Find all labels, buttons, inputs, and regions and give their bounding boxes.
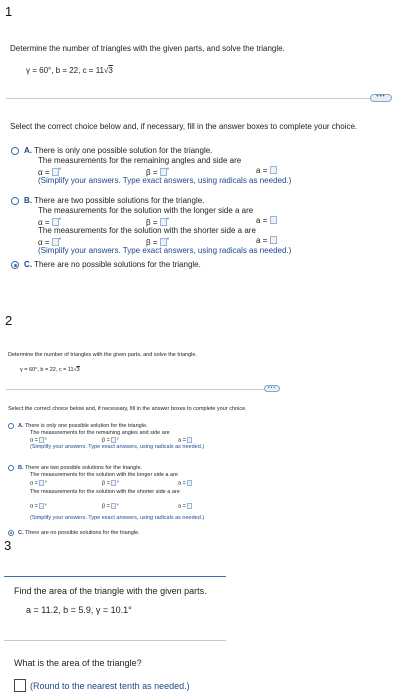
option-b-sub-longer: The measurements for the solution with the longer side a are [30,472,178,478]
beta-input[interactable] [111,503,116,509]
option-b-text[interactable]: B. There are two possible solutions for the triangle. [18,465,143,471]
option-b-shorter-beta: β = ° [102,503,119,510]
option-b-longer-side: a = [256,216,277,226]
option-a-text[interactable]: A. There is only one possible solution for the triangle. [24,146,213,155]
problem-1-select-instruction: Select the correct choice below and, if necessary, fill in the answer boxes to complete your choice. [10,122,358,131]
alpha-input[interactable] [52,238,59,246]
option-a-radio[interactable] [11,147,19,155]
divider [6,389,264,390]
option-b-sub-longer: The measurements for the solution with the longer side a are [38,206,254,215]
problem-number-1: 1 [5,4,13,19]
side-a-input[interactable] [187,437,192,443]
beta-input[interactable] [160,218,167,226]
option-b-text[interactable]: B. There are two possible solutions for the triangle. [24,196,205,205]
option-a-beta: β = ° [102,437,119,444]
divider [4,640,226,641]
option-b-simplify: (Simplify your answers. Type exact answers, using radicals as needed.) [30,515,205,521]
beta-input[interactable] [160,238,167,246]
option-b-shorter-alpha: α = ° [30,503,47,510]
option-b-longer-alpha: α = ° [30,480,47,487]
problem-2-given: γ = 60°, b = 22, c = 11√3 [20,367,80,373]
option-c-text[interactable]: C. There are no possible solutions for the triangle. [18,530,140,536]
option-a-simplify: (Simplify your answers. Type exact answers, using radicals as needed.) [38,176,292,185]
problem-2-select-instruction: Select the correct choice below and, if necessary, fill in the answer boxes to complete your choice. [8,406,247,412]
option-b-shorter-side: a = [256,236,277,246]
more-options-button[interactable]: ••• [370,94,392,102]
option-a-simplify: (Simplify your answers. Type exact answers, using radicals as needed.) [30,444,205,450]
option-a-text[interactable]: A. There is only one possible solution for the triangle. [18,423,148,429]
option-a-alpha: α = ° [38,168,62,177]
option-c-text[interactable]: C. There are no possible solutions for the triangle. [24,260,201,269]
option-b-shorter-side: a = [178,503,192,511]
problem-3-given: a = 11.2, b = 5.9, γ = 10.1° [26,605,132,615]
problem-1-instruction: Determine the number of triangles with the given parts, and solve the triangle. [10,44,285,53]
side-a-input[interactable] [270,166,277,174]
option-a-side: a = [178,437,192,445]
side-a-input[interactable] [187,503,192,509]
option-a-alpha: α = ° [30,437,47,444]
option-a-sub: The measurements for the remaining angles and side are [30,430,170,436]
option-c-radio[interactable] [8,530,14,536]
area-answer-input[interactable] [14,679,26,692]
side-a-input[interactable] [270,216,277,224]
problem-3-instruction: Find the area of the triangle with the given parts. [14,586,207,596]
option-b-sub-shorter: The measurements for the solution with the shorter side a are [30,489,180,495]
option-b-longer-alpha: α = ° [38,218,62,227]
option-b-shorter-beta: β = ° [146,238,170,247]
divider [6,98,370,99]
option-a-side: a = [256,166,277,176]
option-b-sub-shorter: The measurements for the solution with the shorter side a are [38,226,256,235]
option-b-longer-beta: β = ° [146,218,170,227]
alpha-input[interactable] [39,503,44,509]
side-a-input[interactable] [270,236,277,244]
option-b-shorter-alpha: α = ° [38,238,62,247]
option-b-radio[interactable] [11,197,19,205]
problem-number-3: 3 [4,538,12,553]
option-b-longer-side: a = [178,480,192,488]
beta-input[interactable] [111,480,116,486]
problem-number-2: 2 [5,313,13,328]
option-c-radio[interactable] [11,261,19,269]
problem-3-question: What is the area of the triangle? [14,658,142,668]
beta-input[interactable] [160,168,167,176]
more-options-button[interactable]: ••• [264,385,280,392]
option-b-simplify: (Simplify your answers. Type exact answers, using radicals as needed.) [38,246,292,255]
alpha-input[interactable] [52,218,59,226]
alpha-input[interactable] [39,480,44,486]
option-b-longer-beta: β = ° [102,480,119,487]
option-b-radio[interactable] [8,465,14,471]
beta-input[interactable] [111,437,116,443]
option-a-sub: The measurements for the remaining angles and side are [38,156,242,165]
problem-1-given: γ = 60°, b = 22, c = 11√3 [26,66,113,75]
option-a-beta: β = ° [146,168,170,177]
alpha-input[interactable] [52,168,59,176]
divider [4,576,226,577]
option-a-radio[interactable] [8,423,14,429]
problem-3-hint: (Round to the nearest tenth as needed.) [30,681,190,691]
alpha-input[interactable] [39,437,44,443]
side-a-input[interactable] [187,480,192,486]
problem-2-instruction: Determine the number of triangles with the given parts, and solve the triangle. [8,352,197,358]
